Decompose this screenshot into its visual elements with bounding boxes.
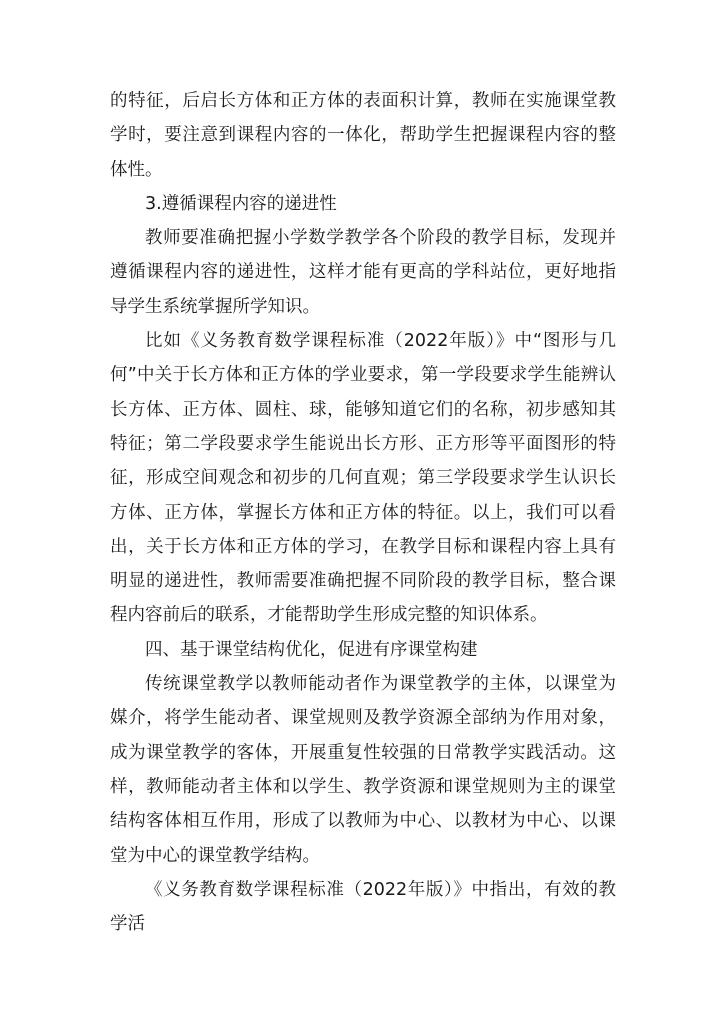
paragraph: 《义务教育数学课程标准（2022年版）》中指出，有效的教学活 [110,879,616,935]
section-heading-4: 四、基于课堂结构优化，促进有序课堂构建 [145,639,478,660]
body-text [110,84,616,941]
paragraph: 传统课堂教学以教师能动者作为课堂教学的主体，以课堂为媒介，将学生能动者、课堂规则及教学资源全部纳为作用对象，成为课堂教学的客体，开展重复性较强的日常教学实践活动。这样，教师能动者主体和以学生、教学资源和课堂规则为主的课堂结构客体相互作用，形成了以教师为中心、以教材为中心、以课堂为中心的课堂教学结构。 [110,674,616,866]
paragraph: 比如《义务教育数学课程标准（2022年版）》中“图形与几何”中关于长方体和正方体的学业要求，第一学段要求学生能辨认长方体、正方体、圆柱、球，能够知道它们的名称，初步感知其特征；第二学段要求学生能说出长方形、正方形等平面图形的特征，形成空间观念和初步的几何直观；第三学段要求学生认识长方体、正方体，掌握长方体和正方体的特征。以上，我们可以看出，关于长方体和正方体的学习，在教学目标和课程内容上具有明显的递进性，教师需要准确把握不同阶段的教学目标，整合课程内容前后的联系，才能帮助学生形成完整的知识体系。 [110,331,616,626]
paragraph-continuation: 的特征，后启长方体和正方体的表面积计算，教师在实施课堂教学时，要注意到课程内容的一体化，帮助学生把握课程内容的整体性。 [110,91,616,180]
section-heading-3: 3.遵循课程内容的递进性 [145,193,337,214]
paragraph: 教师要准确把握小学数学教学各个阶段的教学目标，发现并遵循课程内容的递进性，这样才能有更高的学科站位，更好地指导学生系统掌握所学知识。 [110,228,616,317]
